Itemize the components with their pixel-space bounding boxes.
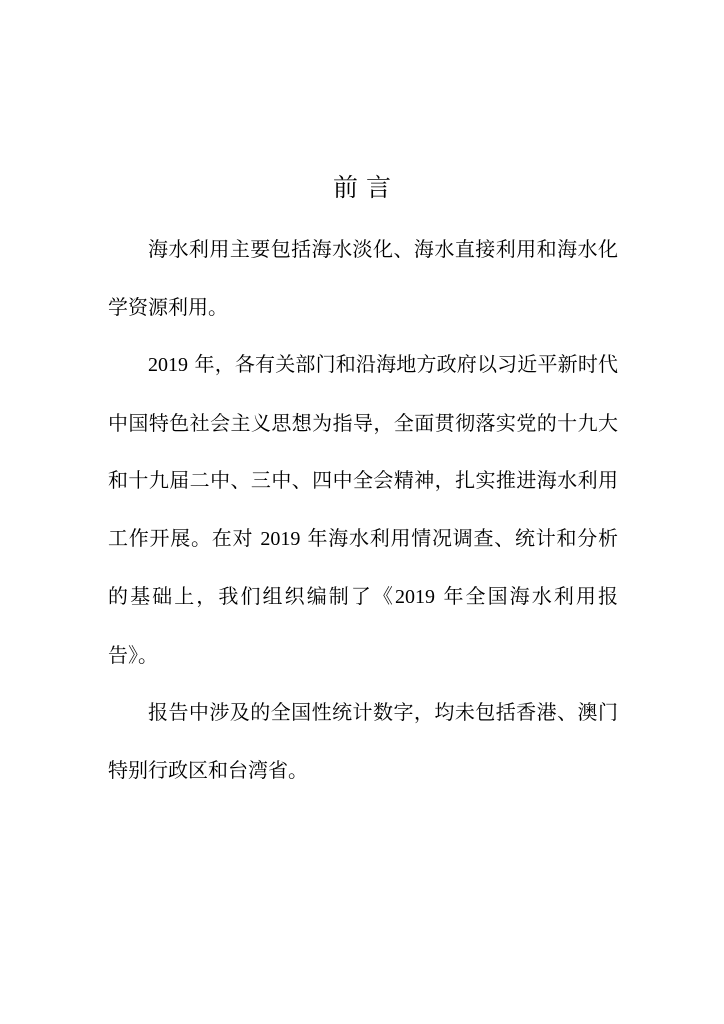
paragraph-scope: 海水利用主要包括海水淡化、海水直接利用和海水化学资源利用。 xyxy=(108,237,618,319)
page-title: 前 言 xyxy=(333,173,391,202)
paragraph-background: 2019 年，各有关部门和沿海地方政府以习近平新时代中国特色社会主义思想为指导，全面贯彻落实党的十九大和十九届二中、三中、四中全会精神，扎实推进海水利用工作开展。在对 2019 年海水利用情况调查、统计和分析的基础上，我们组织编制了《2019 年全国海水利用报告》。 xyxy=(108,352,619,667)
paragraph-coverage-note: 报告中涉及的全国性统计数字，均未包括香港、澳门特别行政区和台湾省。 xyxy=(108,700,618,782)
document-body xyxy=(108,221,618,799)
